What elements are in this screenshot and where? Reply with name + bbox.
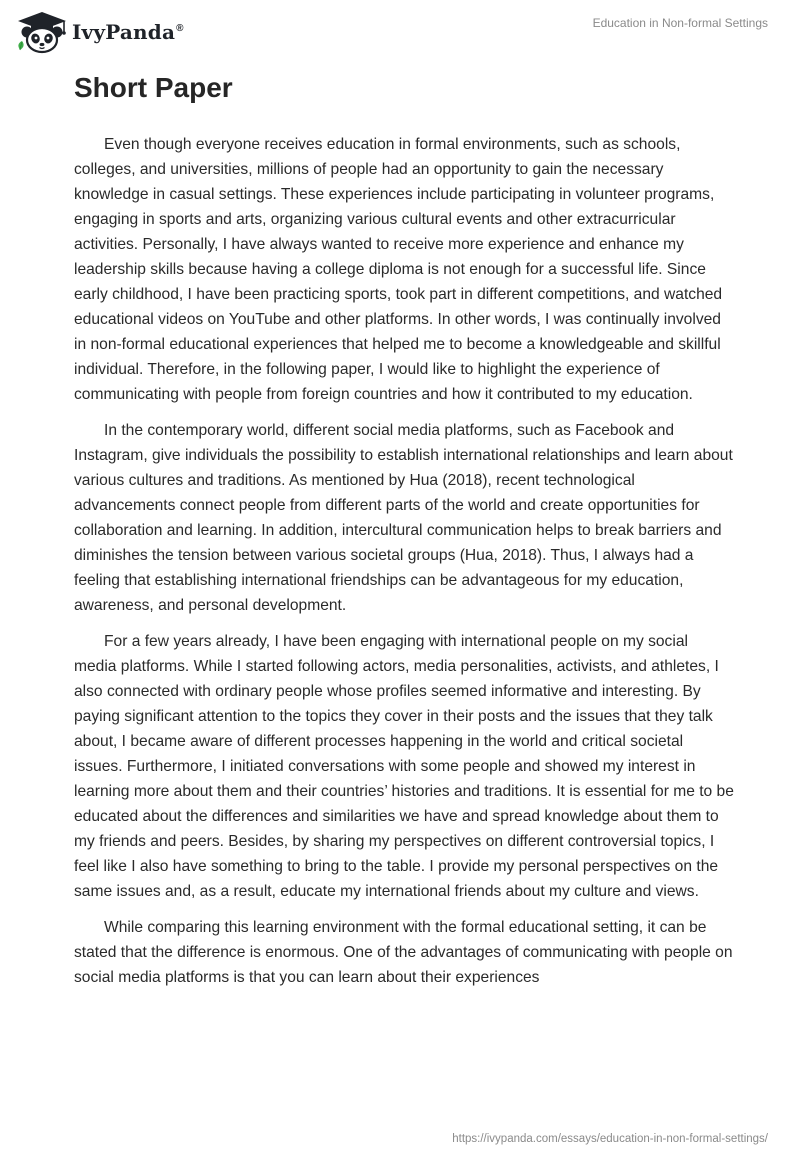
brand-name — [72, 20, 184, 44]
brand-name-text: IvyPanda — [72, 20, 176, 44]
panda-graduation-cap-icon — [14, 10, 70, 54]
paragraph-4: While comparing this learning environment with the formal educational setting, it can be stated that the difference is enormous. One of the advantages of communicating with people on social media platforms is that you can learn about their experiences — [74, 919, 733, 986]
source-url-link[interactable]: https://ivypanda.com/essays/education-in-non-formal-settings/ — [452, 1133, 768, 1145]
paragraph-2: In the contemporary world, different social media platforms, such as Facebook and Instagram, give individuals the possibility to establish international relationships and learn about various cultures and traditions. As mentioned by Hua (2018), recent technological advancements connect people from different parts of the world and create opportunities for collaboration and learning. In addition, intercultural communication helps to break barriers and diminishes the tension between various societal groups (Hua, 2018). Thus, I always had a feeling that establishing international friendships can be advantageous for my education, awareness, and personal development. — [74, 422, 733, 614]
ivypanda-logo[interactable] — [14, 10, 184, 54]
paragraph-3: For a few years already, I have been engaging with international people on my social media platforms. While I started following actors, media personalities, activists, and athletes, I also connected with ordinary people whose profiles seemed informative and interesting. By paying significant attention to the topics they cover in their posts and the issues that they talk about, I became aware of different processes happening in the world and critical societal issues. Furthermore, I initiated conversations with some people and showed my interest in learning more about them and their countries’ histories and traditions. It is essential for me to be educated about the differences and similarities we have and spread knowledge about them to my friends and peers. Besides, by sharing my perspectives on different controversial topics, I feel like I also have something to bring to the table. I provide my personal perspectives on the same issues and, as a result, educate my international friends about my culture and views. — [74, 633, 734, 900]
page-title: Short Paper — [74, 72, 233, 103]
essay-body — [74, 132, 734, 1001]
page-header — [0, 0, 800, 64]
registered-mark: ® — [176, 23, 184, 35]
paragraph-1: Even though everyone receives education in formal environments, such as schools, colleges, and universities, millions of people had an opportunity to gain the necessary knowledge in casual settings. These experiences include participating in volunteer programs, engaging in sports and arts, organizing various cultural events and other extracurricular activities. Personally, I have always wanted to receive more experience and enhance my leadership skills because having a college diploma is not enough for a successful life. Since early childhood, I have been practicing sports, took part in different competitions, and watched educational videos on YouTube and other platforms. In other words, I was continually involved in non-formal educational experiences that helped me to become a knowledgeable and skillful individual. Therefore, in the following paper, I would like to highlight the experience of communicating with people from foreign countries and how it contributed to my education. — [74, 136, 723, 403]
running-title: Education in Non-formal Settings — [592, 16, 768, 30]
